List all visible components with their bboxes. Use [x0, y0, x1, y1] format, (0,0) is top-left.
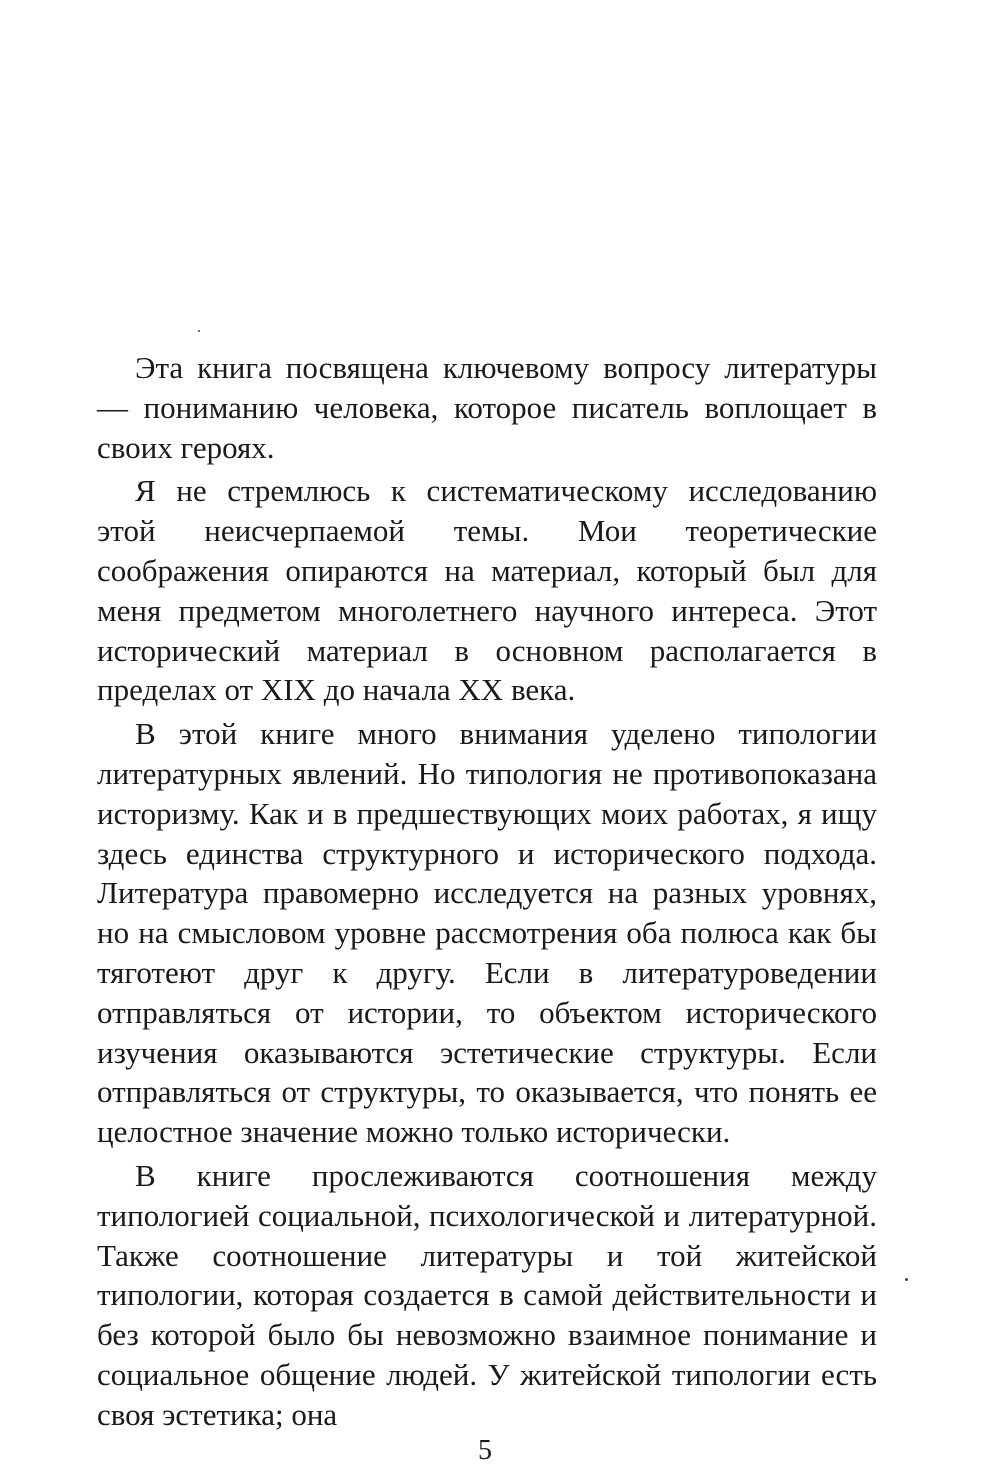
page-number: 5 [478, 1435, 492, 1466]
page-number-container [0, 1436, 1000, 1466]
scan-speck [905, 1278, 908, 1281]
paragraph-3: В этой книге много внимания уделено типологии литературных явлений. Но типология не противопоказана историзму. Как и в предшествующих моих работах, я ищу здесь единства структурного и исторического подхода. Литература правомерно исследуется на разных уровнях, но на смысловом уровне рассмотрения оба полюса как бы тяготеют друг к другу. Если в литературоведении отправляться от истории, то объектом исторического изучения оказываются эстетические структуры. Если отправляться от структуры, то оказывается, что понять ее целостное значение можно только исторически. [97, 716, 877, 1150]
paragraph-4: В книге прослеживаются соотношения между типологией социальной, психологической и литературной. Также соотношение литературы и той житейской типологии, которая создается в самой действительности и без которой было бы невозможно взаимное понимание и социальное общение людей. У житейской типологии есть своя эстетика; она [97, 1157, 877, 1432]
scan-speck [198, 330, 200, 332]
paragraph-2: Я не стремлюсь к систематическому исследованию этой неисчерпаемой темы. Мои теоретические соображения опираются на материал, который был для меня предметом многолетнего научного интереса. Этот исторический материал в основном располагается в пределах от XIX до начала XX века. [97, 473, 877, 708]
body-text [97, 348, 877, 1439]
paragraph-1: Эта книга посвящена ключевому вопросу литературы — пониманию человека, которое писатель воплощает в своих героях. [97, 350, 877, 465]
